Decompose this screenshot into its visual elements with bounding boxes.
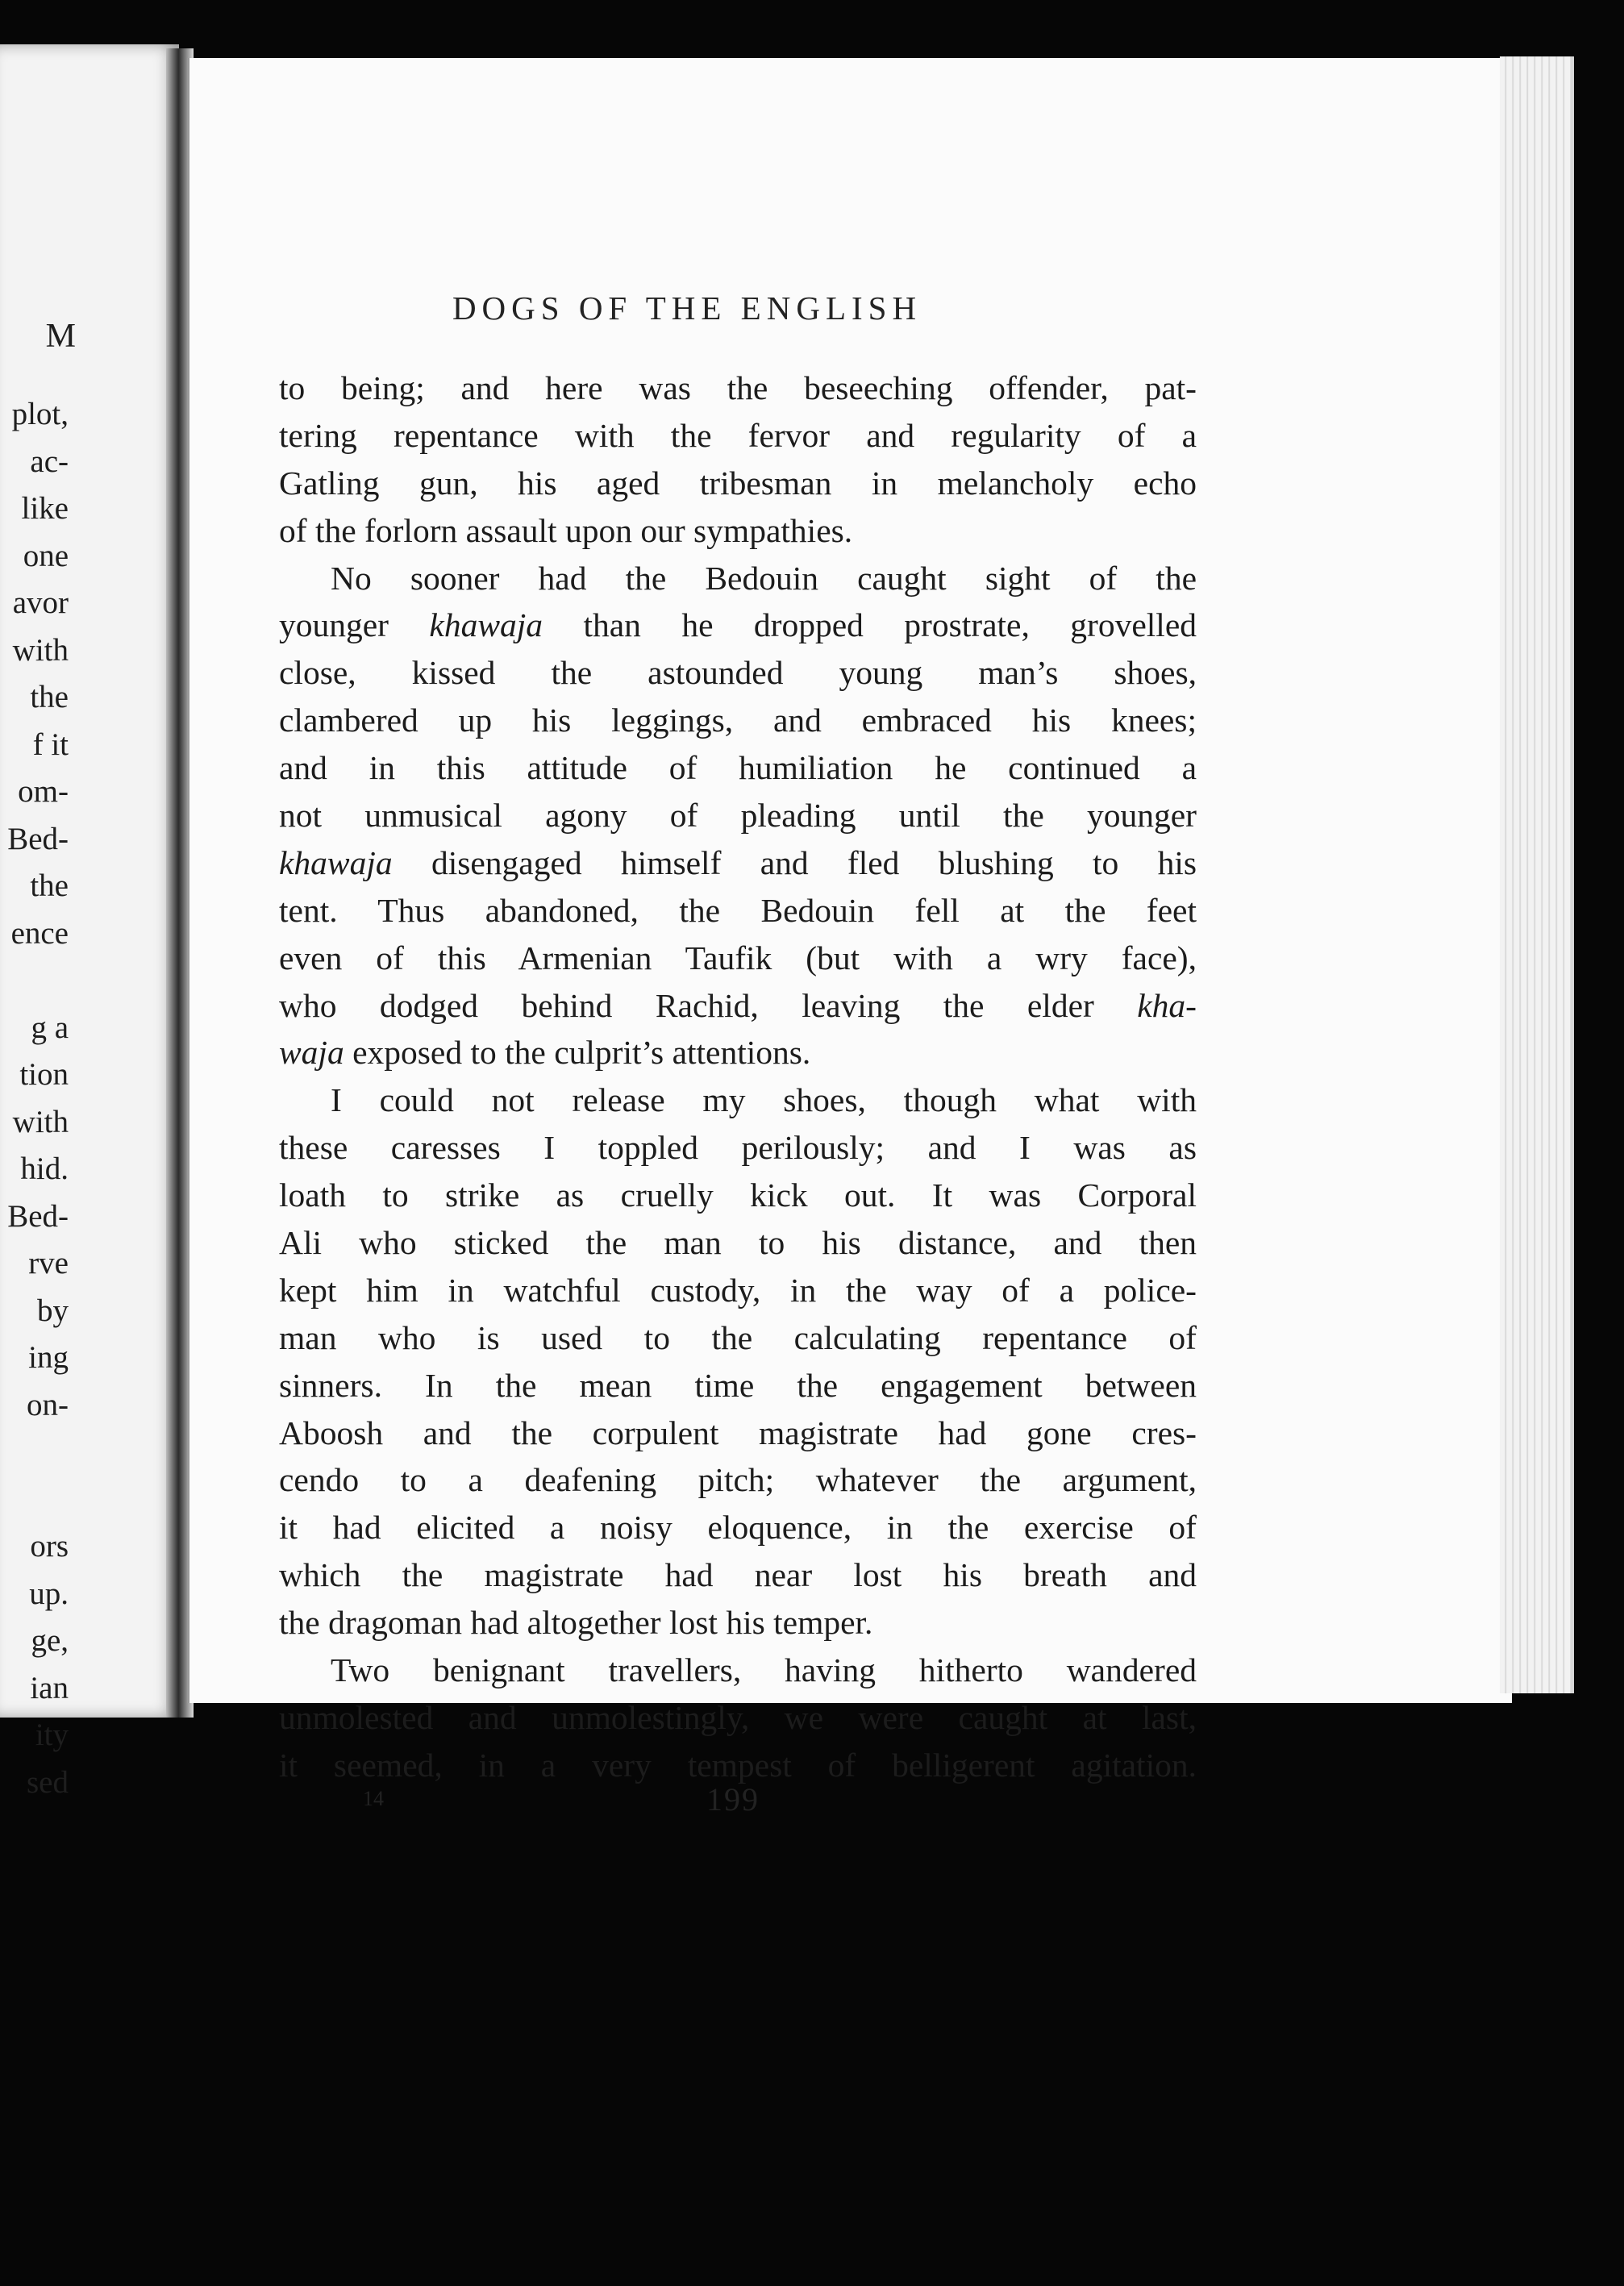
page-number: 199 — [706, 1781, 760, 1818]
left-page-line-fragment: om- — [18, 774, 69, 809]
text-line — [279, 649, 1197, 697]
left-page-line-fragment — [0, 1429, 69, 1476]
text-run: younger — [279, 606, 430, 644]
text-run: loath to strike as cruelly kick out. It was Corporal — [279, 1176, 1197, 1214]
italic-word: waja — [279, 1034, 344, 1072]
left-page-line-fragment: up. — [29, 1576, 69, 1611]
left-page-line-fragment: ian — [30, 1670, 69, 1705]
text-run: it seemed, in a very tempest of belligerent agitation. — [279, 1746, 1197, 1784]
left-page-line-fragment: f it — [32, 727, 69, 762]
left-page-line-fragment: ing — [28, 1340, 69, 1375]
text-line — [279, 1409, 1197, 1457]
text-run: and in this attitude of humiliation he continued a — [279, 749, 1197, 787]
left-page-line-fragment: with — [12, 1104, 69, 1139]
text-line — [279, 792, 1197, 839]
left-page-line-fragment: the — [30, 868, 69, 903]
text-run: disengaged himself and fled blushing to his — [392, 843, 1197, 881]
text-line — [279, 1172, 1197, 1219]
text-line — [279, 1456, 1197, 1504]
text-line — [279, 1599, 1197, 1647]
left-page-line-fragment — [0, 957, 69, 1005]
left-page-line-fragment: Bed- — [7, 1198, 69, 1234]
text-line — [279, 1314, 1197, 1362]
left-page-line-fragment: ge, — [31, 1623, 69, 1658]
text-run: clambered up his leggings, and embraced his knees; — [279, 702, 1197, 739]
left-page-line-fragment: plot, — [11, 397, 69, 431]
text-line — [279, 460, 1197, 507]
text-line — [279, 1551, 1197, 1599]
text-line — [279, 602, 1197, 649]
text-run: Two benignant travellers, having hitherto wandered — [331, 1651, 1197, 1689]
text-run: who dodged behind Rachid, leaving the elder — [279, 986, 1138, 1024]
text-run: close, kissed the astounded young man’s shoes, — [279, 654, 1197, 692]
signature-mark: 14 — [363, 1787, 384, 1810]
facing-left-page — [0, 44, 179, 1800]
text-line — [279, 982, 1197, 1030]
italic-word: kha- — [1137, 986, 1197, 1024]
text-run: cendo to a deafening pitch; whatever the argument, — [279, 1461, 1197, 1499]
text-line — [279, 412, 1197, 460]
text-line — [279, 1362, 1197, 1409]
text-line — [279, 935, 1197, 982]
text-run: tering repentance with the fervor and regularity of a — [279, 416, 1197, 454]
text-run: it had elicited a noisy eloquence, in the exercise of — [279, 1509, 1197, 1547]
left-page-line-fragment: one — [23, 538, 69, 573]
left-page-line-fragment: avor — [12, 585, 69, 620]
left-page-line-fragment: with — [12, 632, 69, 668]
text-run: kept him in watchful custody, in the way of a police- — [279, 1271, 1197, 1309]
page-edges — [1500, 56, 1574, 1693]
left-page-line-fragment — [0, 1476, 69, 1524]
text-run: I could not release my shoes, though what with — [331, 1081, 1197, 1119]
text-line — [279, 744, 1197, 792]
italic-word: khawaja — [429, 606, 543, 644]
left-page-running-head-fragment: M — [45, 318, 81, 355]
text-line — [279, 839, 1197, 887]
text-line — [279, 364, 1197, 412]
text-run: which the magistrate had near lost his breath and — [279, 1556, 1197, 1594]
text-line — [279, 1076, 1197, 1124]
text-run: the dragoman had altogether lost his temper. — [279, 1604, 873, 1642]
body-text — [279, 364, 1197, 1789]
left-page-line-fragment: ac- — [30, 443, 69, 479]
text-run: even of this Armenian Taufik (but with a wry face), — [279, 939, 1197, 976]
text-run: Gatling gun, his aged tribesman in melancholy echo — [279, 464, 1197, 502]
left-page-text-fragments — [0, 391, 69, 1806]
left-page-line-fragment: like — [21, 491, 69, 526]
left-page-line-fragment: ence — [10, 915, 69, 951]
text-run: tent. Thus abandoned, the Bedouin fell at the feet — [279, 891, 1197, 929]
left-page-line-fragment: g a — [31, 1010, 69, 1045]
text-run: exposed to the culprit’s attentions. — [344, 1034, 811, 1072]
text-line — [279, 1504, 1197, 1551]
text-line — [279, 507, 1197, 555]
left-page-line-fragment: hid. — [20, 1151, 69, 1186]
text-run: of the forlorn assault upon our sympathies. — [279, 511, 853, 549]
left-page-line-fragment: the — [30, 680, 69, 714]
text-line — [279, 697, 1197, 744]
text-run: man who is used to the calculating repentance of — [279, 1318, 1197, 1356]
left-page-line-fragment: on- — [27, 1387, 69, 1422]
text-line — [279, 887, 1197, 935]
text-line — [279, 1219, 1197, 1267]
text-line — [279, 1267, 1197, 1314]
left-page-line-fragment: Bed- — [7, 821, 69, 856]
text-run: sinners. In the mean time the engagement between — [279, 1366, 1197, 1404]
running-head: DOGS OF THE ENGLISH — [452, 289, 922, 327]
left-page-line-fragment: rve — [28, 1246, 69, 1280]
text-run: unmolested and unmolestingly, we were caught at last, — [279, 1698, 1197, 1736]
text-line — [279, 1029, 1197, 1076]
text-run: Aboosh and the corpulent magistrate had gone cres- — [279, 1414, 1197, 1451]
left-page-line-fragment: sed — [27, 1764, 69, 1800]
text-run: these caresses I toppled perilously; and I was as — [279, 1129, 1197, 1167]
text-line — [279, 555, 1197, 602]
text-line — [279, 1647, 1197, 1694]
left-page-line-fragment: ity — [35, 1718, 69, 1752]
text-line — [279, 1124, 1197, 1172]
text-line — [279, 1694, 1197, 1742]
text-run: than he dropped prostrate, grovelled — [543, 606, 1197, 644]
left-page-line-fragment: ors — [30, 1529, 69, 1564]
left-page-line-fragment: tion — [19, 1057, 69, 1092]
italic-word: khawaja — [279, 843, 393, 881]
text-run: Ali who sticked the man to his distance, and then — [279, 1224, 1197, 1262]
text-run: not unmusical agony of pleading until the younger — [279, 797, 1197, 835]
text-run: No sooner had the Bedouin caught sight of the — [331, 559, 1197, 597]
text-run: to being; and here was the beseeching offender, pat- — [279, 369, 1197, 406]
left-page-line-fragment: by — [37, 1293, 69, 1328]
